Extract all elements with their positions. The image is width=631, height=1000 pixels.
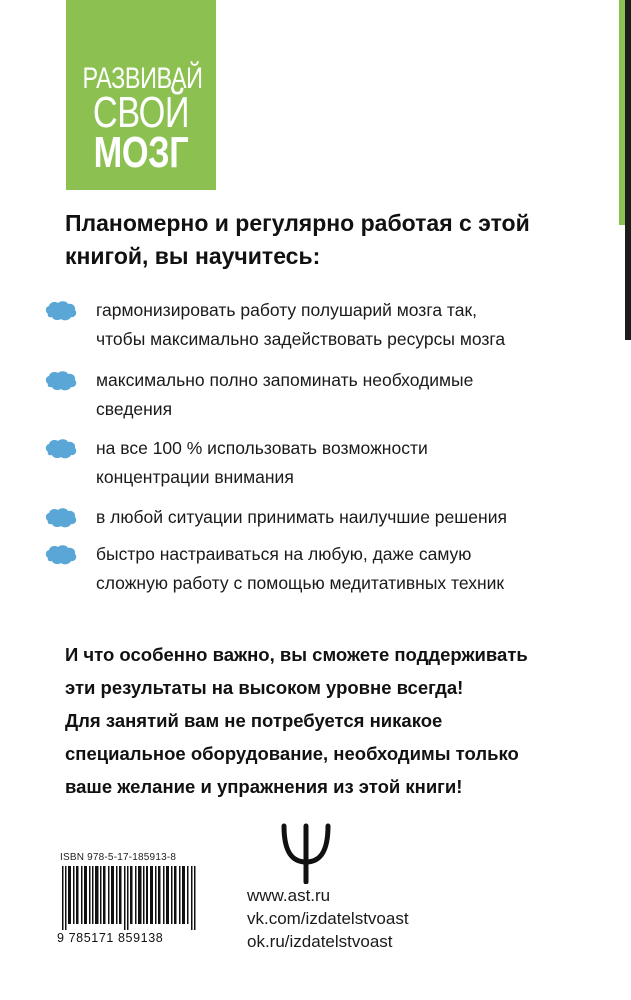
benefit-line-1: быстро настраиваться на любую, даже самую xyxy=(96,544,472,564)
isbn-label: ISBN 978-5-17-185913-8 xyxy=(60,852,177,863)
intro-line-1: Планомерно и регулярно работая с этой xyxy=(65,210,530,236)
closing-line-3: Для занятий вам не потребуется никакое xyxy=(65,710,443,731)
psi-logo-icon xyxy=(276,822,336,884)
benefit-line-1: в любой ситуации принимать наилучшие решения xyxy=(96,507,507,527)
benefit-line-1: гармонизировать работу полушарий мозга так, xyxy=(96,300,477,320)
benefit-line-1: на все 100 % использовать возможности xyxy=(96,438,428,458)
publisher-links xyxy=(247,884,409,953)
closing-line-2: эти результаты на высоком уровне всегда! xyxy=(65,677,464,698)
benefit-line-2: сложную работу с помощью медитативных техник xyxy=(96,573,505,593)
series-line-2: СВОЙ xyxy=(92,88,190,137)
closing-line-5: ваше желание и упражнения из этой книги! xyxy=(65,776,463,797)
brain-icon xyxy=(44,370,78,392)
brain-icon xyxy=(44,438,78,460)
brain-icon xyxy=(44,300,78,322)
spine-edge-dark xyxy=(625,0,631,340)
benefit-line-1: максимально полно запоминать необходимые xyxy=(96,370,474,390)
intro-line-2: книгой, вы научитесь: xyxy=(65,243,321,269)
benefit-line-2: концентрации внимания xyxy=(96,467,294,487)
brain-icon xyxy=(44,507,78,529)
barcode-digits: 9 785171 859138 xyxy=(57,931,164,945)
barcode xyxy=(60,866,198,930)
brain-icon xyxy=(44,544,78,566)
series-line-3: МОЗГ xyxy=(93,128,189,177)
series-logo xyxy=(66,0,216,190)
link-site[interactable]: www.ast.ru xyxy=(247,886,331,905)
series-line-1: РАЗВИВАЙ xyxy=(82,62,203,95)
closing-line-4: специальное оборудование, необходимы только xyxy=(65,743,519,764)
link-vk[interactable]: vk.com/izdatelstvoast xyxy=(247,909,409,928)
closing-text xyxy=(65,638,605,803)
closing-line-1: И что особенно важно, вы сможете поддерживать xyxy=(65,644,528,665)
benefit-line-2: сведения xyxy=(96,399,173,419)
link-ok[interactable]: ok.ru/izdatelstvoast xyxy=(247,932,393,951)
intro-heading xyxy=(65,207,605,273)
benefit-line-2: чтобы максимально задействовать ресурсы мозга xyxy=(96,329,506,349)
